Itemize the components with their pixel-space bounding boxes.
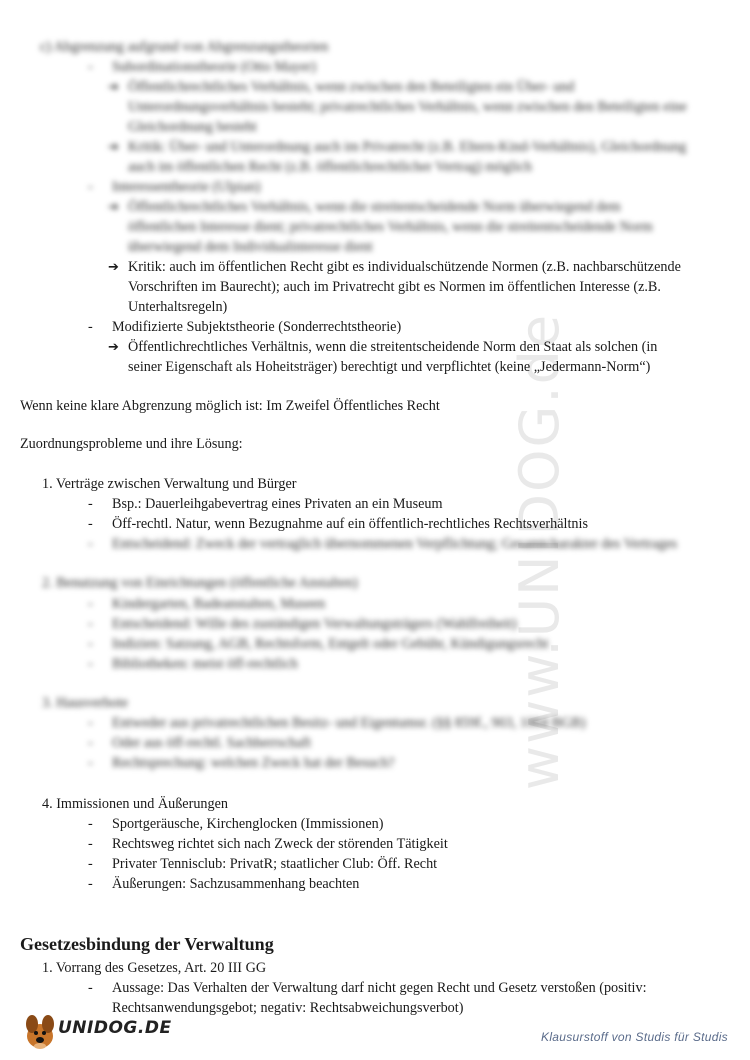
numbered-item: 1. Vorrang des Gesetzes, Art. 20 III GG xyxy=(42,960,267,976)
list-item: - Öff-rechtl. Natur, wenn Bezugnahme auf ein öffentlich-rechtliches Rechtsverhältnis xyxy=(88,516,588,532)
text-line: Wenn keine klare Abgrenzung möglich ist: Im Zweifel Öffentliches Recht xyxy=(20,398,440,414)
blurred-line: - Oder aus öff-rechtl. Sachherrschaft xyxy=(88,735,312,751)
arrow-icon: ➔ xyxy=(108,260,119,275)
list-item: - Bsp.: Dauerleihgabevertrag eines Privaten an ein Museum xyxy=(88,496,443,512)
blurred-line: Unterordnungsverhältnis besteht; privatrechtliches Verhältnis, wenn zwischen den Beteiligten eine xyxy=(128,99,687,115)
blurred-line: - Interessentheorie (Ulpian) xyxy=(88,179,261,195)
blurred-line: - Indizien: Satzung, AGB, Rechtsform, Entgelt oder Gebühr, Kündigungsrecht xyxy=(88,636,549,652)
blurred-line: überwiegend dem Individualinteresse dient xyxy=(128,239,373,255)
blurred-line: auch im öffentlichen Recht (z.B. öffentlichrechtlicher Vertrag) möglich xyxy=(128,159,532,175)
unidog-logo[interactable] xyxy=(20,1010,172,1052)
blurred-line: 2. Benutzung von Einrichtungen (öffentliche Anstalten) xyxy=(42,575,358,591)
blurred-line: ➔ Kritik: Über- und Unterordnung auch im Privatrecht (z.B. Eltern-Kind-Verhältnis), Gleichordnung xyxy=(108,139,687,155)
blurred-line: - Rechtsprechung: welchen Zweck hat der Besuch? xyxy=(88,755,395,771)
blurred-line: - Entscheidend: Zweck der vertraglich übernommenen Verpflichtung; Gesamtcharakter des Vertrages xyxy=(88,536,678,552)
text-line: Rechtsanwendungsgebot; negativ: Rechtsabweichungsverbot) xyxy=(112,1000,464,1016)
critique-line: ➔ Kritik: auch im öffentlichen Recht gibt es individualschützende Normen (z.B. nachbarschützende xyxy=(108,257,681,278)
section-heading: Gesetzesbindung der Verwaltung xyxy=(20,934,274,954)
blurred-line: öffentlichen Interesse dient; privatrechtliches Verhältnis, wenn die streitentscheidende Norm xyxy=(128,219,653,235)
blurred-line: Gleichordnung besteht xyxy=(128,119,257,135)
list-item: - Modifizierte Subjektstheorie (Sonderrechtstheorie) xyxy=(88,319,402,335)
blurred-line: - Subordinationstheorie (Otto Mayer) xyxy=(88,59,317,75)
arrow-icon: ➔ xyxy=(108,340,119,355)
text-line: Vorschriften im Baurecht); auch im Privatrecht gibt es Normen im öffentlichen Interesse (z.B. xyxy=(128,279,661,295)
watermark: www.UNIDOG.de xyxy=(507,312,571,791)
list-item: - Aussage: Das Verhalten der Verwaltung darf nicht gegen Recht und Gesetz verstoßen (positiv: xyxy=(88,980,647,996)
text-line: Zuordnungsprobleme und ihre Lösung: xyxy=(20,436,243,452)
numbered-item: 1. Verträge zwischen Verwaltung und Bürger xyxy=(42,476,297,492)
blurred-line: 3. Hausverbote xyxy=(42,695,128,711)
blurred-line: ➔ Öffentlichrechtliches Verhältnis, wenn zwischen den Beteiligten ein Über- und xyxy=(108,79,575,95)
text-line: seiner Eigenschaft als Hoheitsträger) berechtigt und verpflichtet (keine „Jedermann-Norm“) xyxy=(128,359,651,375)
list-item: - Äußerungen: Sachzusammenhang beachten xyxy=(88,876,360,892)
dog-icon xyxy=(20,1010,60,1052)
footer-tagline: Klausurstoff von Studis für Studis xyxy=(541,1030,728,1044)
blurred-line: - Kindergarten, Badeanstalten, Museen xyxy=(88,596,326,612)
numbered-item: 4. Immissionen und Äußerungen xyxy=(42,796,228,812)
list-item: - Privater Tennisclub: PrivatR; staatlicher Club: Öff. Recht xyxy=(88,856,438,872)
blurred-line: - Entweder aus privatrechtlichen Besitz- und Eigentumsr. (§§ 859f., 903, 1004 BGB) xyxy=(88,715,586,731)
text-line: Unterhaltsregeln) xyxy=(128,299,228,315)
text-line: ➔ Öffentlichrechtliches Verhältnis, wenn die streitentscheidende Norm den Staat als solchen (in xyxy=(108,337,657,358)
blurred-line: c) Abgrenzung aufgrund von Abgrenzungstheorien xyxy=(40,39,329,55)
logo-text: UNIDOG.DE xyxy=(58,1018,172,1038)
blurred-line: - Bibliotheken: meist öff-rechtlich xyxy=(88,656,298,672)
blurred-line: ➔ Öffentlichrechtliches Verhältnis, wenn die streitentscheidende Norm überwiegend dem xyxy=(108,199,621,215)
list-item: - Sportgeräusche, Kirchenglocken (Immissionen) xyxy=(88,816,384,832)
list-item: - Rechtsweg richtet sich nach Zweck der störenden Tätigkeit xyxy=(88,836,448,852)
blurred-line: - Entscheidend: Wille des zuständigen Verwaltungsträgers (Wahlfreiheit) xyxy=(88,616,517,632)
